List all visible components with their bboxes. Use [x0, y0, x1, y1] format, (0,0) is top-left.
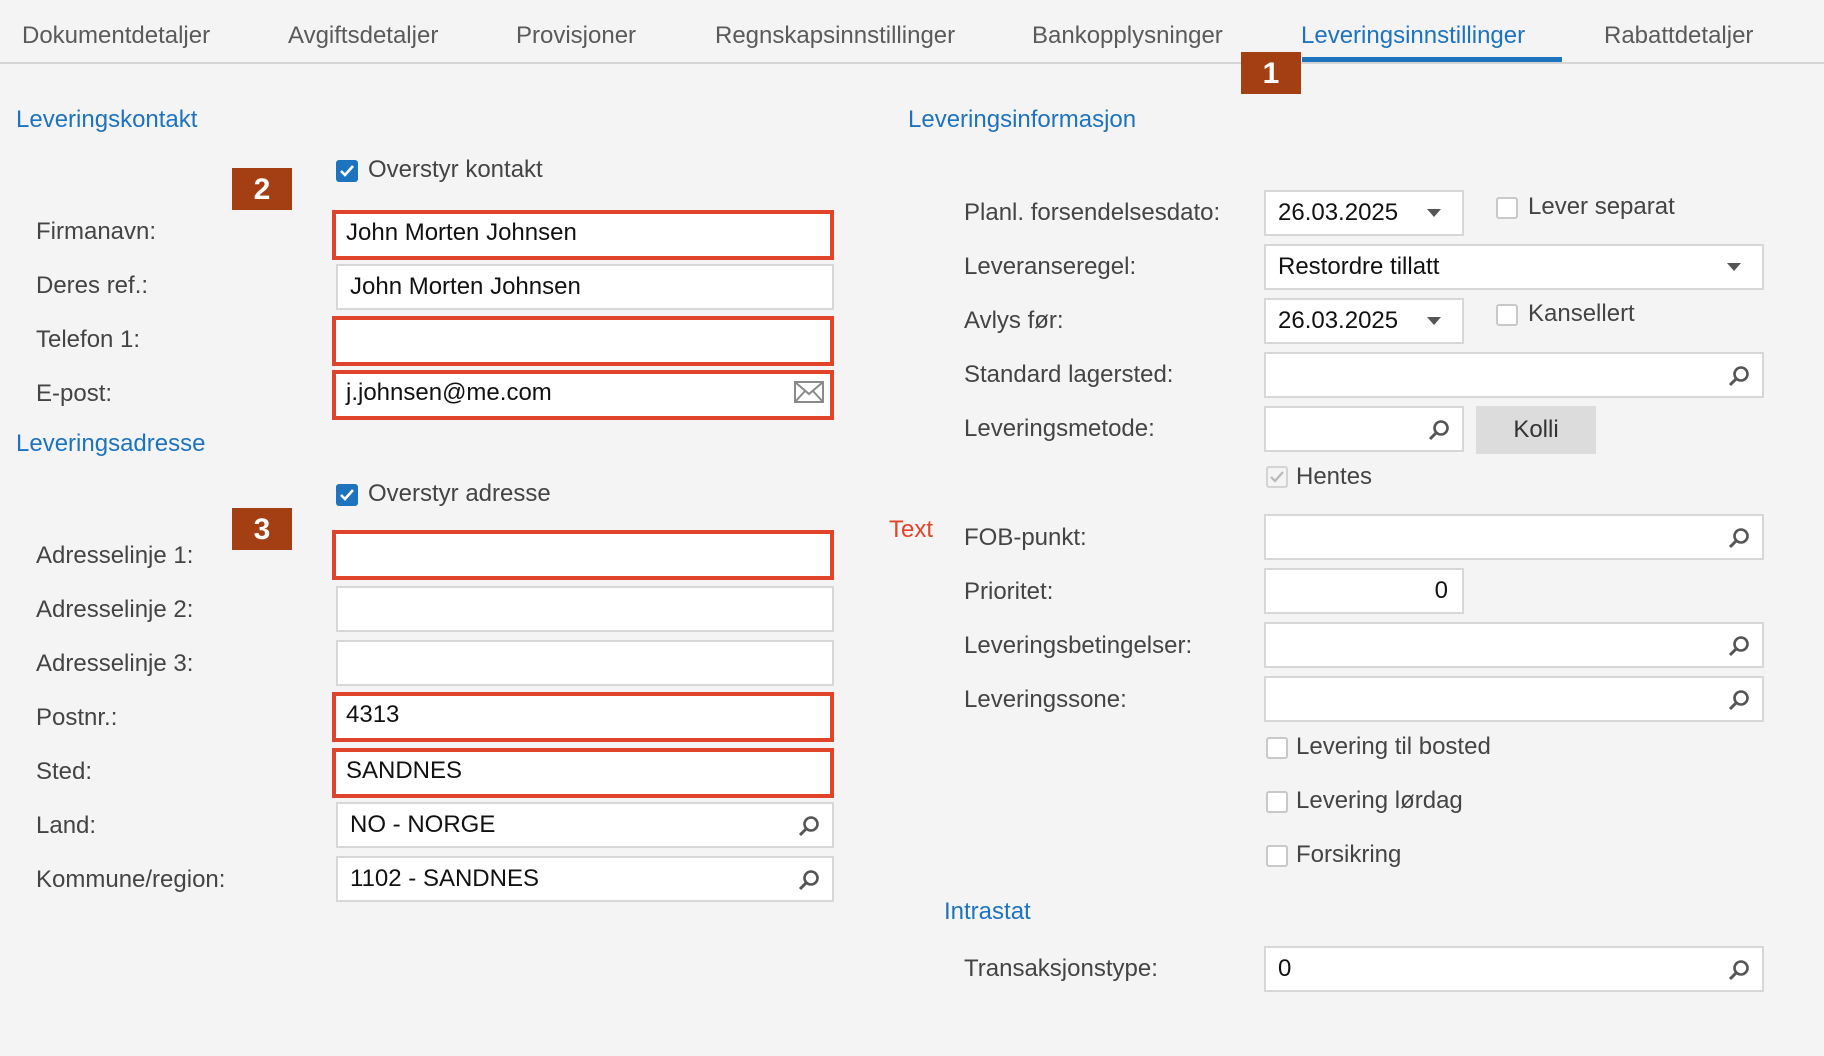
annotation-badge-3: 3: [232, 508, 292, 550]
delivery-zone-label: Leveringssone:: [964, 686, 1127, 713]
delivery-method-label: Leveringsmetode:: [964, 415, 1155, 442]
city-field[interactable]: SANDNES: [332, 748, 834, 798]
cancel-before-field[interactable]: [1264, 298, 1464, 344]
mail-icon[interactable]: [794, 380, 824, 404]
delivery-rule-value: Restordre tillatt: [1278, 253, 1440, 280]
override-contact-checkbox[interactable]: [336, 160, 358, 182]
country-label: Land:: [36, 812, 97, 839]
address-line3-field[interactable]: [336, 640, 834, 686]
address-line1-field[interactable]: [332, 530, 834, 580]
section-title-contact: Leveringskontakt: [16, 106, 198, 133]
delivery-method-field[interactable]: [1264, 406, 1464, 452]
region-value: 1102 - SANDNES: [350, 865, 539, 892]
annotation-badge-1: 1: [1241, 52, 1301, 94]
ship-date-value: 26.03.2025: [1278, 199, 1399, 226]
postal-code-field[interactable]: 4313: [332, 692, 834, 742]
saturday-delivery-checkbox[interactable]: [1266, 791, 1288, 813]
transaction-type-label: Transaksjonstype:: [964, 955, 1158, 982]
city-label: Sted:: [36, 758, 93, 785]
tab-leveringsinnstillinger[interactable]: Leveringsinnstillinger: [1301, 22, 1526, 49]
residential-delivery-label: Levering til bosted: [1296, 733, 1491, 760]
email-label: E-post:: [36, 380, 113, 407]
cancel-before-value: 26.03.2025: [1278, 307, 1399, 334]
delivery-rule-select[interactable]: [1264, 244, 1764, 290]
insurance-checkbox[interactable]: [1266, 845, 1288, 867]
tab-rabattdetaljer[interactable]: Rabattdetaljer: [1604, 22, 1754, 49]
address-line3-label: Adresselinje 3:: [36, 650, 194, 677]
fob-label: FOB-punkt:: [964, 524, 1087, 551]
tab-bankopplysninger[interactable]: Bankopplysninger: [1032, 22, 1223, 49]
delivery-zone-field[interactable]: [1264, 676, 1764, 722]
delivery-terms-label: Leveringsbetingelser:: [964, 632, 1193, 659]
reference-field[interactable]: John Morten Johnsen: [336, 264, 834, 310]
checkmark-icon: [338, 162, 356, 180]
cancel-before-label: Avlys før:: [964, 307, 1064, 334]
annotation-text: Text: [889, 516, 934, 543]
address-line2-label: Adresselinje 2:: [36, 596, 194, 623]
transaction-type-field[interactable]: [1264, 946, 1764, 992]
fob-field[interactable]: [1264, 514, 1764, 560]
annotation-badge-2: 2: [232, 168, 292, 210]
separate-delivery-label: Lever separat: [1528, 193, 1675, 220]
tab-avgiftsdetaljer[interactable]: Avgiftsdetaljer: [288, 22, 439, 49]
address-line2-field[interactable]: [336, 586, 834, 632]
caret-down-icon[interactable]: [1426, 208, 1442, 218]
priority-label: Prioritet:: [964, 578, 1054, 605]
section-title-delivery: Leveringsinformasjon: [908, 106, 1137, 133]
tab-provisjoner[interactable]: Provisjoner: [516, 22, 637, 49]
override-address-checkbox[interactable]: [336, 484, 358, 506]
delivery-terms-field[interactable]: [1264, 622, 1764, 668]
pickup-label: Hentes: [1296, 463, 1373, 490]
email-value: j.johnsen@me.com: [346, 379, 552, 406]
company-label: Firmanavn:: [36, 218, 157, 245]
postal-code-label: Postnr.:: [36, 704, 118, 731]
phone-field[interactable]: [332, 316, 834, 366]
override-contact-label: Overstyr kontakt: [368, 156, 543, 183]
insurance-label: Forsikring: [1296, 841, 1402, 868]
checkmark-icon: [338, 486, 356, 504]
reference-label: Deres ref.:: [36, 272, 149, 299]
section-title-address: Leveringsadresse: [16, 430, 206, 457]
tab-regnskapsinnstillinger[interactable]: Regnskapsinnstillinger: [715, 22, 956, 49]
priority-field[interactable]: 0: [1264, 568, 1464, 614]
search-icon[interactable]: [1728, 959, 1750, 981]
warehouse-field[interactable]: [1264, 352, 1764, 398]
caret-down-icon[interactable]: [1726, 262, 1742, 272]
search-icon[interactable]: [798, 869, 820, 891]
override-address-label: Overstyr adresse: [368, 480, 551, 507]
active-tab-indicator: [1302, 57, 1562, 62]
delivery-rule-label: Leveranseregel:: [964, 253, 1137, 280]
caret-down-icon[interactable]: [1426, 316, 1442, 326]
saturday-delivery-label: Levering lørdag: [1296, 787, 1463, 814]
ship-date-label: Planl. forsendelsesdato:: [964, 199, 1221, 226]
warehouse-label: Standard lagersted:: [964, 361, 1174, 388]
search-icon[interactable]: [1428, 419, 1450, 441]
tab-dokumentdetaljer[interactable]: Dokumentdetaljer: [22, 22, 211, 49]
company-name-field[interactable]: John Morten Johnsen: [332, 210, 834, 260]
pickup-checkbox[interactable]: [1266, 466, 1288, 488]
transaction-type-value: 0: [1278, 955, 1292, 982]
checkmark-icon: [1268, 468, 1286, 486]
search-icon[interactable]: [798, 815, 820, 837]
residential-delivery-checkbox[interactable]: [1266, 737, 1288, 759]
search-icon[interactable]: [1728, 635, 1750, 657]
phone-label: Telefon 1:: [36, 326, 141, 353]
tab-bar: [0, 0, 1824, 64]
email-field[interactable]: [332, 370, 834, 420]
country-field[interactable]: [336, 802, 834, 848]
cancelled-checkbox[interactable]: [1496, 304, 1518, 326]
ship-date-field[interactable]: [1264, 190, 1464, 236]
cancelled-label: Kansellert: [1528, 300, 1635, 327]
country-value: NO - NORGE: [350, 811, 496, 838]
address-line1-label: Adresselinje 1:: [36, 542, 194, 569]
region-label: Kommune/region:: [36, 866, 226, 893]
separate-delivery-checkbox[interactable]: [1496, 197, 1518, 219]
search-icon[interactable]: [1728, 365, 1750, 387]
search-icon[interactable]: [1728, 689, 1750, 711]
search-icon[interactable]: [1728, 527, 1750, 549]
kolli-button[interactable]: Kolli: [1476, 406, 1596, 454]
region-field[interactable]: [336, 856, 834, 902]
section-title-intrastat: Intrastat: [944, 898, 1031, 925]
